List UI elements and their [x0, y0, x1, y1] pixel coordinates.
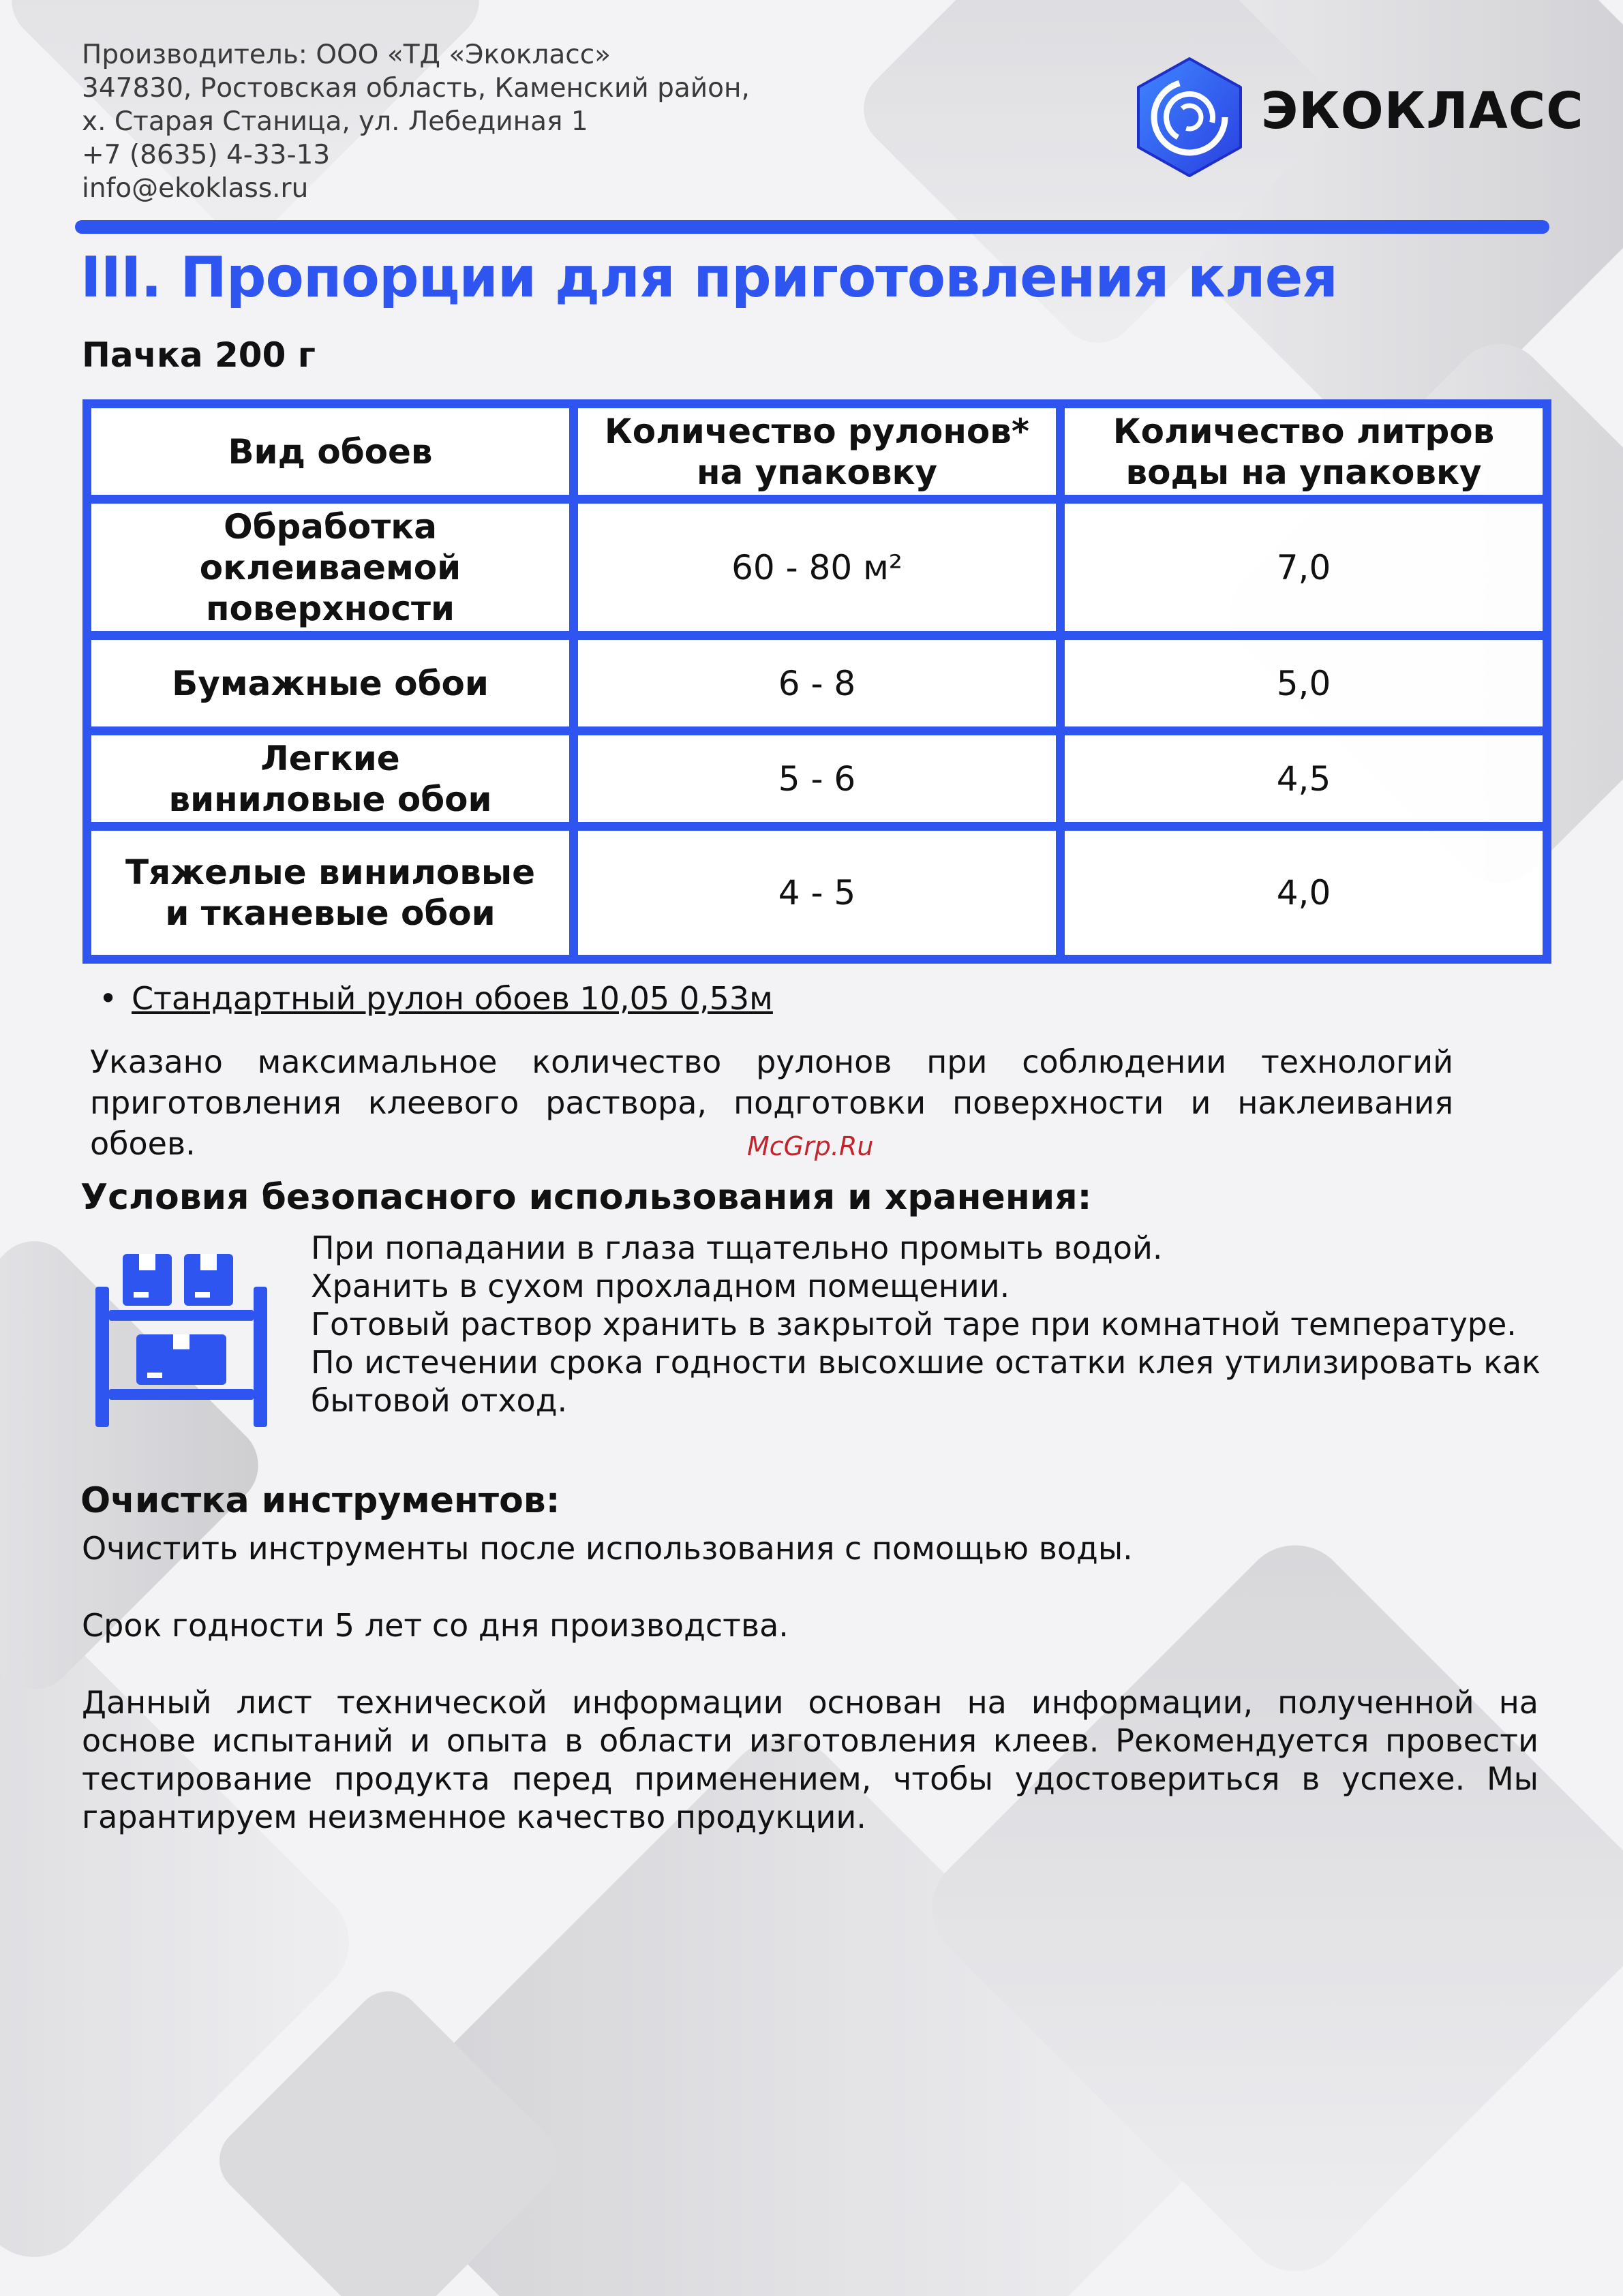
footnote	[99, 980, 773, 1017]
table-header-row	[87, 404, 1547, 500]
cell-rolls: 6 - 8	[574, 636, 1061, 731]
header-wallpaper-type: Вид обоев	[87, 404, 574, 500]
disclaimer: Данный лист технической информации основан на информации, полученной на основе испытаний и опыта в области изготовления клеев. Рекомендуется провести тестирование продукта перед применением, чтобы удостовериться в успехе. Мы гарантируем неизменное качество продукции.	[82, 1684, 1538, 1835]
brand-name: ЭКОКЛАСС	[1261, 82, 1584, 140]
cell-wallpaper-type: Обработка оклеиваемой поверхности	[87, 500, 574, 636]
cell-wallpaper-type: Тяжелые виниловые и тканевые обои	[87, 827, 574, 960]
footnote-bullet: •	[99, 980, 118, 1017]
safety-instructions	[311, 1229, 1541, 1420]
cell-rolls: 4 - 5	[574, 827, 1061, 960]
section-title: III. Пропорции для приготовления клея	[80, 245, 1337, 310]
header-liters-per-pack: Количество литров воды на упаковку	[1061, 404, 1547, 500]
cell-wallpaper-type: Легкие виниловые обои	[87, 731, 574, 827]
safety-line: Готовый раствор хранить в закрытой таре при комнатной температуре.	[311, 1306, 1517, 1343]
table-row	[87, 731, 1547, 827]
cell-rolls: 60 - 80 м²	[574, 500, 1061, 636]
cell-rolls: 5 - 6	[574, 731, 1061, 827]
table-row	[87, 500, 1547, 636]
manufacturer-address-line-1: 347830, Ростовская область, Каменский район,	[82, 73, 750, 104]
manufacturer-email: info@ekoklass.ru	[82, 173, 309, 204]
watermark: McGrp.Ru	[747, 1131, 874, 1161]
safety-line: При попадании в глаза тщательно промыть водой.	[311, 1229, 1163, 1266]
cell-liters: 4,5	[1061, 731, 1547, 827]
header-rolls-per-pack: Количество рулонов* на упаковку	[574, 404, 1061, 500]
manufacturer-address-line-2: х. Старая Станица, ул. Лебединая 1	[82, 106, 588, 137]
safety-title: Условия безопасного использования и хранения:	[80, 1177, 1092, 1218]
shelf-life: Срок годности 5 лет со дня производства.	[82, 1607, 789, 1644]
rolls-note: Указано максимальное количество рулонов при соблюдении технологий приготовления клеевого раствора, подготовки поверхности и наклеивания обоев.	[90, 1043, 1453, 1162]
cleaning-title: Очистка инструментов:	[80, 1480, 560, 1521]
manufacturer-phone: +7 (8635) 4-33-13	[82, 140, 331, 170]
storage-shelf-icon	[93, 1253, 270, 1430]
cell-liters: 4,0	[1061, 827, 1547, 960]
brand-logo	[1132, 56, 1584, 179]
footnote-text: Стандартный рулон обоев 10,05 0,53м	[132, 980, 773, 1017]
table-row	[87, 827, 1547, 960]
logo-hexagon-icon	[1132, 56, 1247, 179]
cell-liters: 7,0	[1061, 500, 1547, 636]
cell-wallpaper-type: Бумажные обои	[87, 636, 574, 731]
safety-line: Хранить в сухом прохладном помещении.	[311, 1268, 1010, 1304]
manufacturer-info	[82, 38, 750, 205]
manufacturer-name: Производитель: ООО «ТД «Экокласс»	[82, 40, 611, 70]
proportions-table	[82, 399, 1551, 964]
cell-liters: 5,0	[1061, 636, 1547, 731]
header-divider	[75, 220, 1549, 234]
cleaning-text: Очистить инструменты после использования с помощью воды.	[82, 1530, 1133, 1567]
pack-title: Пачка 200 г	[82, 335, 316, 375]
table-row	[87, 636, 1547, 731]
safety-line: По истечении срока годности высохшие остатки клея утилизировать как бытовой отход.	[311, 1344, 1541, 1419]
